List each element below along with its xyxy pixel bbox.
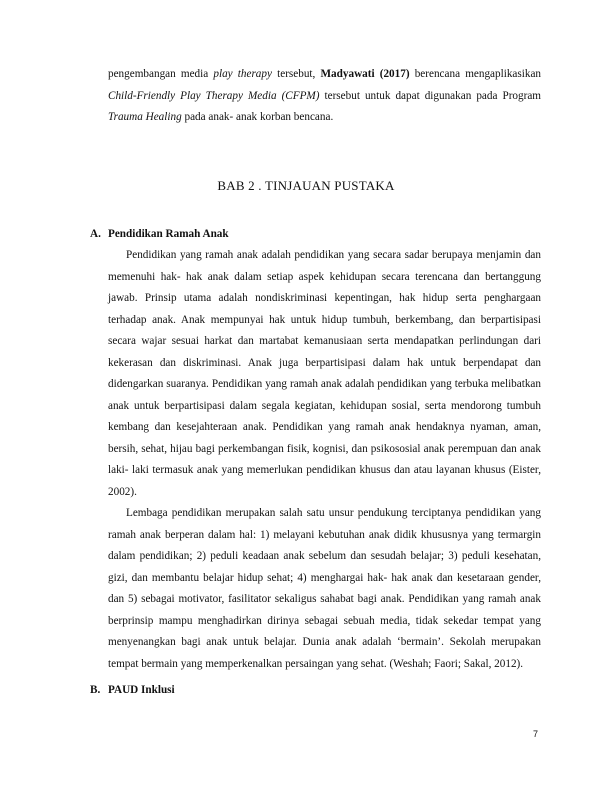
section-title: PAUD Inklusi bbox=[108, 684, 175, 696]
section-title: Pendidikan Ramah Anak bbox=[108, 228, 229, 240]
intro-text: tersebut, bbox=[271, 68, 321, 80]
section-a-heading bbox=[90, 228, 229, 240]
intro-text: pengembangan media bbox=[108, 68, 214, 80]
intro-paragraph bbox=[108, 64, 541, 129]
section-b-heading bbox=[90, 684, 175, 696]
section-letter: B. bbox=[90, 684, 101, 696]
paragraph: Pendidikan yang ramah anak adalah pendidikan yang secara sadar berupaya menjamin dan memenuhi hak- hak anak dalam setiap aspek kehidupan secara terencana dan bertanggung jawab. Prinsip utama adalah nondiskriminasi kepentingan, hak hidup serta penghargaan terhadap anak. Anak mempunyai hak untuk hidup tumbuh, berkembang, dan berpartisipasi secara wajar sesuai harkat dan martabat kemanusiaan serta mendapatkan perlindungan dari kekerasan dan diskriminasi. Anak juga berpartisipasi dalam hak untuk berpendapat dan didengarkan suaranya. Pendidikan yang ramah anak adalah pendidikan yang terbuka melibatkan anak untuk berpartisipasi dalam segala kegiatan, kehidupan sosial, serta mendorong tumbuh kembang dan kesejahteraan anak. Pendidikan yang ramah anak hendaknya nyaman, aman, bersih, sehat, hijau bagi perkembangan fisik, kognisi, dan psikososial anak perempuan dan anak laki- laki termasuk anak yang memerlukan pendidikan khusus dan atau layanan khusus (Eister, 2002). bbox=[108, 249, 541, 498]
page-number: 7 bbox=[533, 729, 539, 739]
intro-italic-term: play therapy bbox=[213, 68, 272, 80]
intro-italic-term: Trauma Healing bbox=[108, 111, 182, 123]
intro-italic-term: Child-Friendly Play Therapy Media (CFPM) bbox=[108, 89, 320, 102]
intro-text: berencana mengaplikasikan bbox=[409, 68, 542, 80]
intro-citation: Madyawati (2017) bbox=[320, 68, 410, 80]
section-letter: A. bbox=[90, 228, 101, 240]
intro-text: pada anak- anak korban bencana. bbox=[181, 111, 334, 123]
paragraph: Lembaga pendidikan merupakan salah satu unsur pendukung terciptanya pendidikan yang ramah anak berperan dalam hal: 1) melayani kebutuhan anak didik khususnya yang termargin dalam pendidikan; 2) peduli keadaan anak sebelum dan sesudah belajar; 3) peduli kesehatan, gizi, dan membantu belajar hidup sehat; 4) menghargai hak- hak anak dan kesetaraan gender, dan 5) sebagai motivator, fasilitator sekaligus sahabat bagi anak. Pendidikan yang ramah anak berprinsip mampu menghadirkan dirinya sebagai sebuah media, tidak sekedar tempat yang menyenangkan bagi anak untuk belajar. Dunia anak adalah ‘bermain’. Sekolah merupakan tempat bermain yang memperkenalkan persaingan yang sehat. (Weshah; Faori; Sakal, 2012). bbox=[108, 507, 541, 670]
section-a-body bbox=[108, 245, 541, 675]
intro-text: tersebut untuk dapat digunakan pada Program bbox=[319, 89, 541, 102]
chapter-title: BAB 2 . TINJAUAN PUSTAKA bbox=[217, 178, 395, 193]
